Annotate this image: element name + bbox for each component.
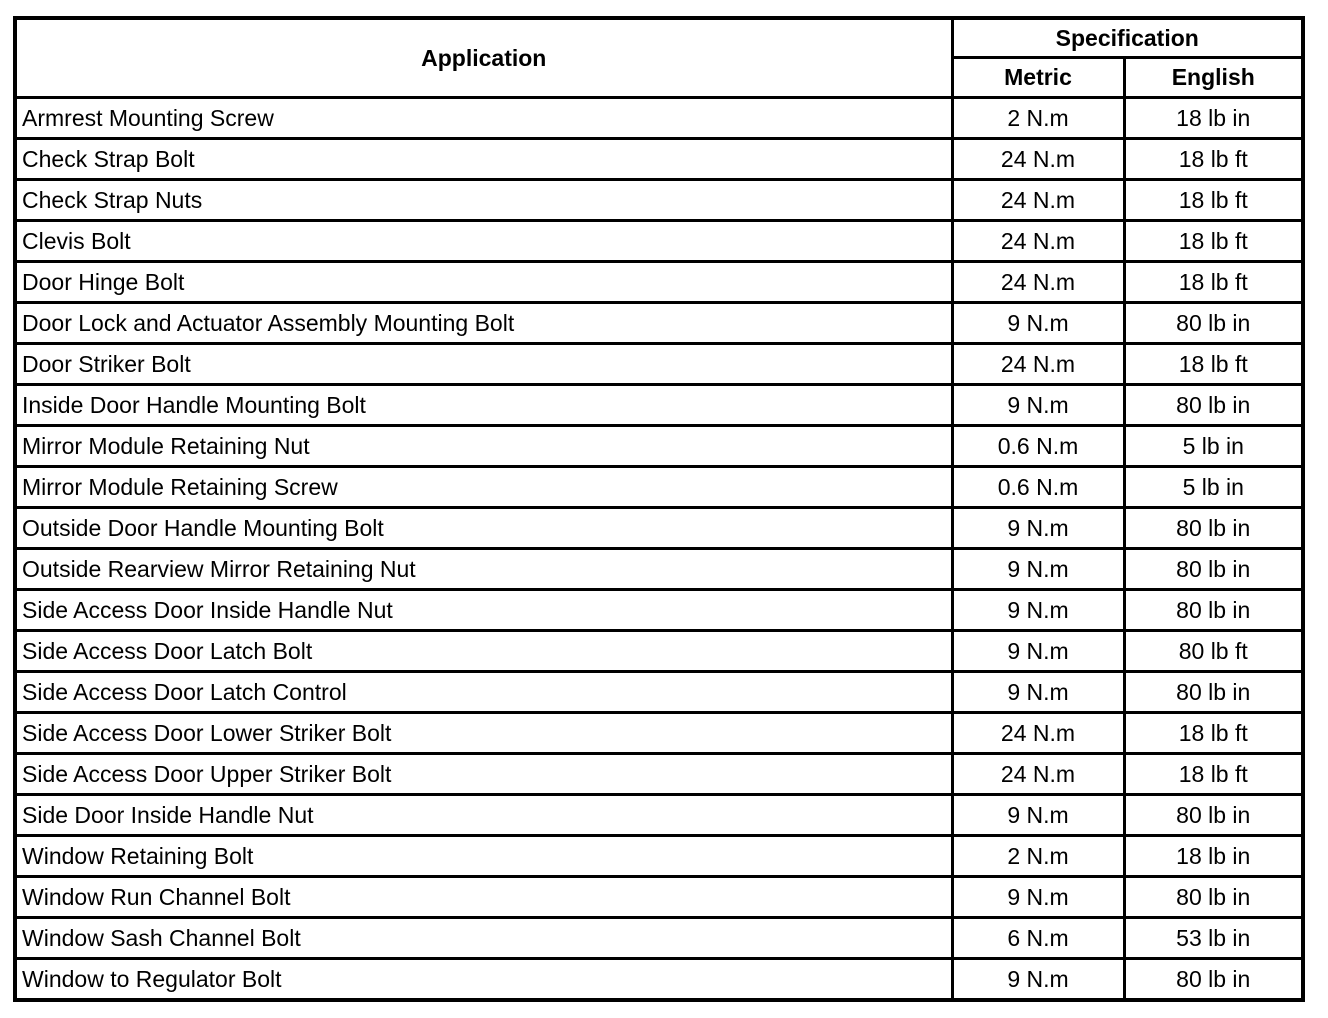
english-cell: 80 lb ft	[1124, 631, 1303, 672]
table-row	[15, 631, 1303, 672]
table-row	[15, 303, 1303, 344]
english-cell: 18 lb ft	[1124, 180, 1303, 221]
metric-cell: 24 N.m	[952, 139, 1124, 180]
application-cell: Side Door Inside Handle Nut	[15, 795, 952, 836]
english-cell: 80 lb in	[1124, 508, 1303, 549]
application-cell: Door Hinge Bolt	[15, 262, 952, 303]
english-cell: 18 lb ft	[1124, 713, 1303, 754]
metric-cell: 2 N.m	[952, 98, 1124, 139]
application-cell: Side Access Door Inside Handle Nut	[15, 590, 952, 631]
metric-cell: 0.6 N.m	[952, 467, 1124, 508]
table-row	[15, 467, 1303, 508]
english-cell: 18 lb ft	[1124, 344, 1303, 385]
metric-cell: 24 N.m	[952, 344, 1124, 385]
table-row	[15, 918, 1303, 959]
table-row	[15, 180, 1303, 221]
english-cell: 5 lb in	[1124, 426, 1303, 467]
metric-cell: 24 N.m	[952, 262, 1124, 303]
torque-specification-table	[13, 16, 1305, 1002]
table-row	[15, 713, 1303, 754]
table-row	[15, 877, 1303, 918]
table-row	[15, 426, 1303, 467]
application-header: Application	[15, 18, 952, 98]
application-cell: Side Access Door Lower Striker Bolt	[15, 713, 952, 754]
application-cell: Outside Rearview Mirror Retaining Nut	[15, 549, 952, 590]
table-row	[15, 959, 1303, 1001]
table-row	[15, 549, 1303, 590]
english-cell: 80 lb in	[1124, 959, 1303, 1001]
application-cell: Window to Regulator Bolt	[15, 959, 952, 1001]
metric-cell: 9 N.m	[952, 672, 1124, 713]
application-cell: Window Run Channel Bolt	[15, 877, 952, 918]
specification-header: Specification	[952, 18, 1303, 58]
english-cell: 53 lb in	[1124, 918, 1303, 959]
table-row	[15, 590, 1303, 631]
table-row	[15, 262, 1303, 303]
english-cell: 80 lb in	[1124, 385, 1303, 426]
english-cell: 18 lb ft	[1124, 221, 1303, 262]
table-row	[15, 795, 1303, 836]
metric-cell: 9 N.m	[952, 795, 1124, 836]
table-row	[15, 385, 1303, 426]
metric-cell: 9 N.m	[952, 631, 1124, 672]
application-cell: Inside Door Handle Mounting Bolt	[15, 385, 952, 426]
metric-cell: 24 N.m	[952, 180, 1124, 221]
table-row	[15, 754, 1303, 795]
metric-cell: 9 N.m	[952, 508, 1124, 549]
english-cell: 80 lb in	[1124, 672, 1303, 713]
application-cell: Door Lock and Actuator Assembly Mounting Bolt	[15, 303, 952, 344]
metric-cell: 9 N.m	[952, 303, 1124, 344]
table-row	[15, 139, 1303, 180]
application-cell: Side Access Door Upper Striker Bolt	[15, 754, 952, 795]
metric-cell: 9 N.m	[952, 590, 1124, 631]
application-cell: Outside Door Handle Mounting Bolt	[15, 508, 952, 549]
english-cell: 80 lb in	[1124, 303, 1303, 344]
table-row	[15, 221, 1303, 262]
table-row	[15, 344, 1303, 385]
application-cell: Clevis Bolt	[15, 221, 952, 262]
english-cell: 18 lb ft	[1124, 754, 1303, 795]
application-cell: Side Access Door Latch Bolt	[15, 631, 952, 672]
table-body	[15, 98, 1303, 1001]
application-cell: Door Striker Bolt	[15, 344, 952, 385]
english-cell: 80 lb in	[1124, 590, 1303, 631]
metric-cell: 24 N.m	[952, 221, 1124, 262]
application-cell: Side Access Door Latch Control	[15, 672, 952, 713]
english-cell: 80 lb in	[1124, 549, 1303, 590]
table-row	[15, 672, 1303, 713]
metric-cell: 9 N.m	[952, 549, 1124, 590]
application-cell: Mirror Module Retaining Screw	[15, 467, 952, 508]
metric-cell: 0.6 N.m	[952, 426, 1124, 467]
metric-cell: 6 N.m	[952, 918, 1124, 959]
english-cell: 18 lb in	[1124, 836, 1303, 877]
metric-cell: 24 N.m	[952, 713, 1124, 754]
english-cell: 18 lb ft	[1124, 139, 1303, 180]
english-header: English	[1124, 58, 1303, 98]
table-row	[15, 98, 1303, 139]
metric-header: Metric	[952, 58, 1124, 98]
english-cell: 18 lb in	[1124, 98, 1303, 139]
metric-cell: 2 N.m	[952, 836, 1124, 877]
application-cell: Check Strap Nuts	[15, 180, 952, 221]
english-cell: 18 lb ft	[1124, 262, 1303, 303]
english-cell: 80 lb in	[1124, 877, 1303, 918]
application-cell: Window Sash Channel Bolt	[15, 918, 952, 959]
metric-cell: 9 N.m	[952, 877, 1124, 918]
table-row	[15, 508, 1303, 549]
metric-cell: 9 N.m	[952, 959, 1124, 1001]
english-cell: 5 lb in	[1124, 467, 1303, 508]
header-row	[15, 18, 1303, 58]
english-cell: 80 lb in	[1124, 795, 1303, 836]
metric-cell: 9 N.m	[952, 385, 1124, 426]
application-cell: Armrest Mounting Screw	[15, 98, 952, 139]
metric-cell: 24 N.m	[952, 754, 1124, 795]
application-cell: Check Strap Bolt	[15, 139, 952, 180]
application-cell: Window Retaining Bolt	[15, 836, 952, 877]
table-row	[15, 836, 1303, 877]
application-cell: Mirror Module Retaining Nut	[15, 426, 952, 467]
